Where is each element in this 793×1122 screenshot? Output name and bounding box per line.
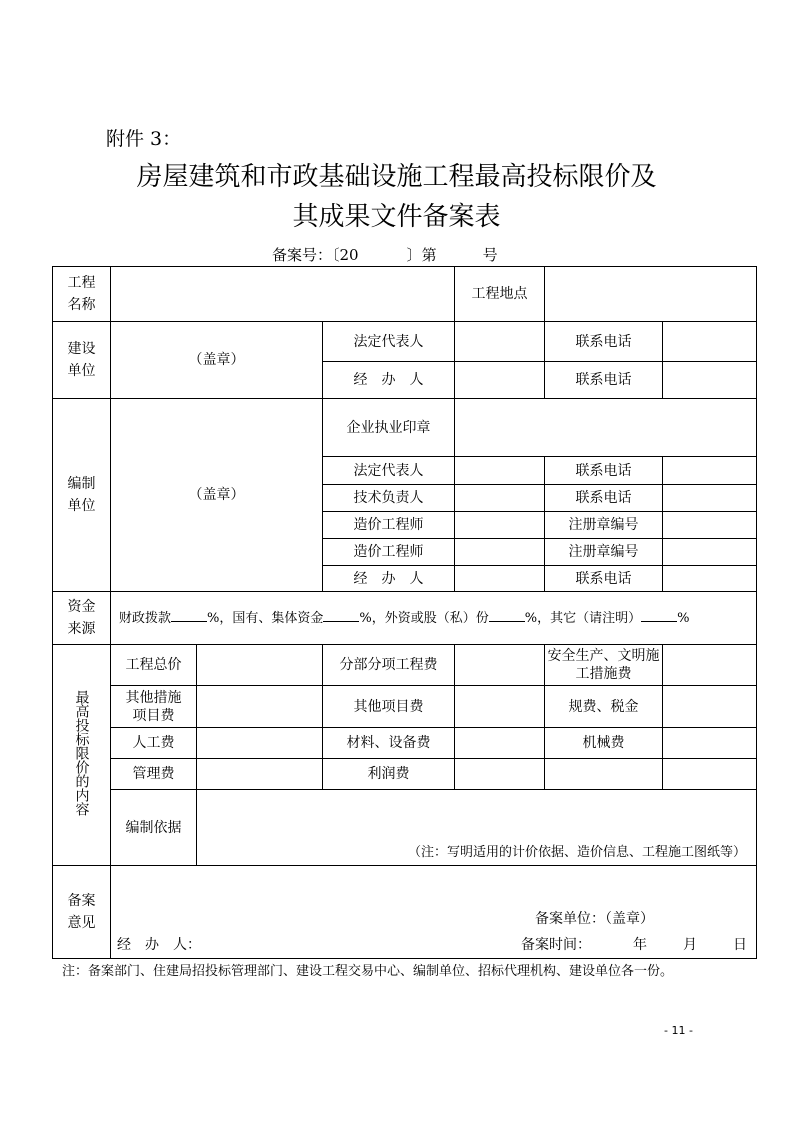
machinery-value[interactable] [663, 728, 757, 759]
other-items-value[interactable] [455, 686, 545, 728]
builder-phone-1-value[interactable] [663, 322, 757, 362]
footnote: 注：备案部门、住建局招投标管理部门、建设工程交易中心、编制单位、招标代理机构、建设单位各一份。 [62, 964, 674, 979]
compiler-phone-2-value[interactable] [663, 485, 757, 512]
record-unit: 备案单位：（盖章） [535, 911, 654, 927]
compiler-handler-value[interactable] [455, 566, 545, 592]
total-price-value[interactable] [197, 645, 323, 686]
record-number [272, 244, 498, 265]
label-compiler-legal-rep: 法定代表人 [323, 457, 455, 485]
label-compiler-handler: 经 办 人 [323, 566, 455, 592]
compiler-seal: （盖章） [111, 399, 323, 592]
label-project-name: 工程名称 [53, 267, 111, 322]
page-title-line2: 其成果文件备案表 [292, 202, 501, 232]
label-other-items: 其他项目费 [323, 686, 455, 728]
label-tech-lead: 技术负责人 [323, 485, 455, 512]
management-value[interactable] [197, 759, 323, 790]
label-fees-taxes: 规费、税金 [545, 686, 663, 728]
label-reg-seal-1: 注册章编号 [545, 512, 663, 539]
attachment-label: 附件 3： [106, 128, 182, 150]
basis-value[interactable] [197, 790, 757, 866]
record-day: 日 [733, 937, 747, 953]
fees-taxes-value[interactable] [663, 686, 757, 728]
handler-signature: 经 办 人： [117, 937, 201, 953]
reg-seal-1-value[interactable] [663, 512, 757, 539]
cost-engineer-1-value[interactable] [455, 512, 545, 539]
basis-note: （注：写明适用的计价依据、造价信息、工程施工图纸等） [408, 845, 747, 860]
label-license-seal: 企业执业印章 [323, 399, 455, 457]
record-number-bracket: 〕第 [406, 246, 437, 264]
label-max-price-content: 最高投标限价的内容 [53, 645, 111, 866]
compiler-legal-rep-value[interactable] [455, 457, 545, 485]
builder-handler-value[interactable] [455, 362, 545, 399]
record-number-suffix: 号 [482, 246, 498, 264]
fund-source-text[interactable]: 财政拨款 %，国有、集体资金 %，外资或股（私）份 %，其它（请注明） % [111, 592, 757, 645]
materials-value[interactable] [455, 728, 545, 759]
label-builder-phone-1: 联系电话 [545, 322, 663, 362]
project-location-value[interactable] [545, 267, 757, 322]
record-form-table [52, 266, 757, 959]
license-seal-value[interactable] [455, 399, 757, 457]
other-measures-value[interactable] [197, 686, 323, 728]
empty-cell-2 [663, 759, 757, 790]
label-record-opinion: 备案意见 [53, 866, 111, 959]
label-compiler-phone-2: 联系电话 [545, 485, 663, 512]
labor-value[interactable] [197, 728, 323, 759]
compiler-phone-3-value[interactable] [663, 566, 757, 592]
label-builder: 建设单位 [53, 322, 111, 399]
record-opinion-value[interactable] [111, 866, 757, 959]
profit-value[interactable] [455, 759, 545, 790]
label-builder-legal-rep: 法定代表人 [323, 322, 455, 362]
label-project-location: 工程地点 [455, 267, 545, 322]
page-title-line1: 房屋建筑和市政基础设施工程最高投标限价及 [136, 162, 657, 192]
tech-lead-value[interactable] [455, 485, 545, 512]
empty-cell-1 [545, 759, 663, 790]
project-name-value[interactable] [111, 267, 455, 322]
label-labor: 人工费 [111, 728, 197, 759]
builder-seal: （盖章） [111, 322, 323, 399]
cost-engineer-2-value[interactable] [455, 539, 545, 566]
safety-value[interactable] [663, 645, 757, 686]
label-cost-engineer-2: 造价工程师 [323, 539, 455, 566]
label-reg-seal-2: 注册章编号 [545, 539, 663, 566]
label-builder-phone-2: 联系电话 [545, 362, 663, 399]
page-number: - 11 - [664, 1024, 693, 1037]
record-year: 年 [633, 937, 647, 953]
label-builder-handler: 经 办 人 [323, 362, 455, 399]
label-fund-source: 资金来源 [53, 592, 111, 645]
label-sub-items: 分部分项工程费 [323, 645, 455, 686]
label-materials: 材料、设备费 [323, 728, 455, 759]
label-safety: 安全生产、文明施工措施费 [545, 645, 663, 686]
reg-seal-2-value[interactable] [663, 539, 757, 566]
record-month: 月 [683, 937, 697, 953]
label-compiler-phone-3: 联系电话 [545, 566, 663, 592]
label-compiler-phone-1: 联系电话 [545, 457, 663, 485]
label-other-measures: 其他措施项目费 [111, 686, 197, 728]
label-management: 管理费 [111, 759, 197, 790]
sub-items-value[interactable] [455, 645, 545, 686]
label-machinery: 机械费 [545, 728, 663, 759]
builder-phone-2-value[interactable] [663, 362, 757, 399]
label-total-price: 工程总价 [111, 645, 197, 686]
label-cost-engineer-1: 造价工程师 [323, 512, 455, 539]
label-basis: 编制依据 [111, 790, 197, 866]
label-compiler: 编制单位 [53, 399, 111, 592]
record-time-label: 备案时间： [521, 937, 591, 953]
builder-legal-rep-value[interactable] [455, 322, 545, 362]
compiler-phone-1-value[interactable] [663, 457, 757, 485]
record-number-prefix: 备案号：〔20 [272, 246, 359, 264]
label-profit: 利润费 [323, 759, 455, 790]
